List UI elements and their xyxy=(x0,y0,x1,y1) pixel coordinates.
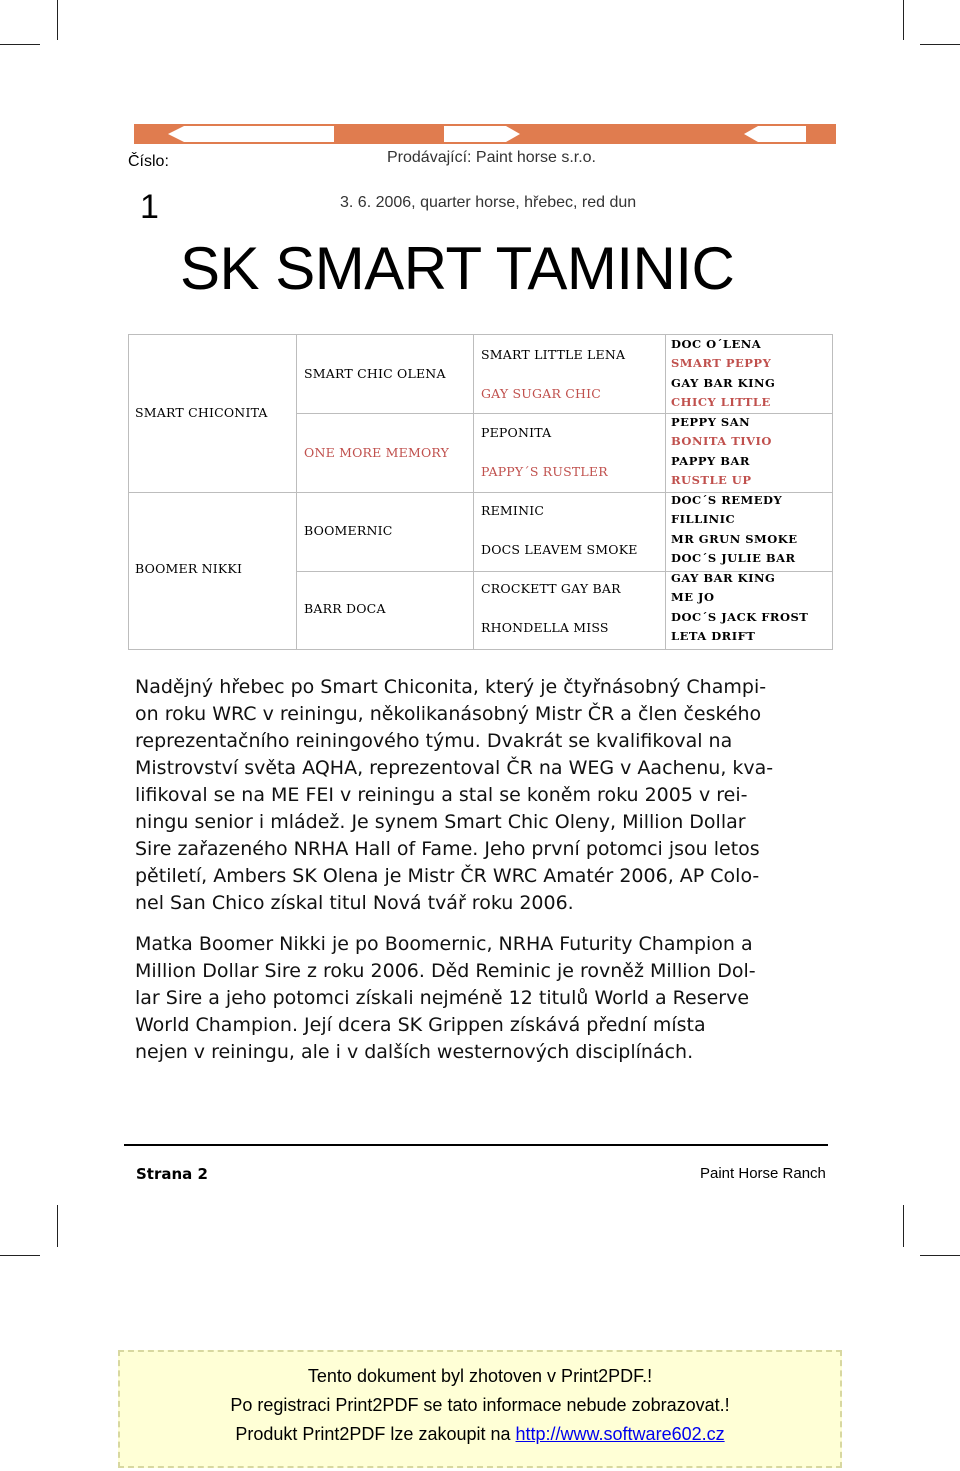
pedigree-gen2: BARR DOCA xyxy=(304,601,386,616)
description-line: ningu senior i mládež. Je synem Smart Chic Oleny, Million Dollar xyxy=(135,811,746,833)
crop-mark xyxy=(57,0,58,40)
footer-ranch: Paint Horse Ranch xyxy=(700,1165,826,1182)
pedigree-gen2: BOOMERNIC xyxy=(304,523,393,538)
pedigree-gen2: SMART CHIC OLENA xyxy=(304,366,446,381)
pedigree-gen4: DOC´S JULIE BAR xyxy=(671,551,796,565)
pedigree-gen4: FILLINIC xyxy=(671,512,736,526)
description-line: Matka Boomer Nikki je po Boomernic, NRHA Futurity Champion a xyxy=(135,933,753,955)
pedigree-gen4: SMART PEPPY xyxy=(671,356,772,370)
description-line: on roku WRC v reiningu, několikanásobný Mistr ČR a člen českého xyxy=(135,703,762,725)
pedigree-gen3: SMART LITTLE LENA xyxy=(481,347,626,362)
crop-mark xyxy=(0,44,40,45)
cislo-label: Číslo: xyxy=(128,153,169,170)
footer-divider xyxy=(124,1144,828,1146)
description-line: Nadějný hřebec po Smart Chiconita, který je čtyřnásobný Champi- xyxy=(135,676,767,698)
seller-text: Prodávající: Paint horse s.r.o. xyxy=(387,149,596,166)
pedigree-gen3: CROCKETT GAY BAR xyxy=(481,581,621,596)
crop-mark xyxy=(920,1255,960,1256)
page-number: Strana 2 xyxy=(136,1165,208,1183)
description-line: nel San Chico získal titul Nová tvář roku 2006. xyxy=(135,892,574,914)
pedigree-gen3: DOCS LEAVEM SMOKE xyxy=(481,542,638,557)
description-line: Mistrovství světa AQHA, reprezentoval ČR na WEG v Aachenu, kva- xyxy=(135,757,774,779)
pedigree-gen2: ONE MORE MEMORY xyxy=(304,445,450,460)
pedigree-gen3: GAY SUGAR CHIC xyxy=(481,386,601,401)
description-line: reprezentačního reiningového týmu. Dvakrát se kvalifikoval na xyxy=(135,730,733,752)
description-line: lar Sire a jeho potomci získali nejméně 12 titulů World a Reserve xyxy=(135,987,750,1009)
pedigree-gen4: PAPPY BAR xyxy=(671,454,750,468)
print2pdf-prefix: Produkt Print2PDF lze zakoupit na xyxy=(235,1424,516,1444)
pedigree-gen4: BONITA TIVIO xyxy=(671,434,772,448)
pedigree-gen4: ME JO xyxy=(671,590,715,604)
pedigree-dam: BOOMER NIKKI xyxy=(135,561,243,576)
pedigree-gen3: PAPPY´S RUSTLER xyxy=(481,464,608,479)
pedigree-gen4: GAY BAR KING xyxy=(671,571,776,585)
software602-link[interactable]: http://www.software602.cz xyxy=(515,1424,725,1444)
pedigree-gen4: RUSTLE UP xyxy=(671,473,752,487)
pedigree-table xyxy=(128,334,833,650)
pedigree-gen4: PEPPY SAN xyxy=(671,415,751,429)
crop-mark xyxy=(903,1205,904,1247)
description-line: Million Dollar Sire z roku 2006. Děd Reminic je rovněž Million Dol- xyxy=(135,960,756,982)
header-banner xyxy=(134,124,836,144)
description-paragraph-1 xyxy=(135,674,825,917)
description-line: nejen v reiningu, ale i v dalších westernových disciplínách. xyxy=(135,1041,694,1063)
print2pdf-line: Tento dokument byl zhotoven v Print2PDF.! xyxy=(307,1366,653,1386)
pedigree-gen4: GAY BAR KING xyxy=(671,376,776,390)
pedigree-gen4: DOC O´LENA xyxy=(671,337,762,351)
crop-mark xyxy=(920,44,960,45)
pedigree-gen4: DOC´S JACK FROST xyxy=(671,610,809,624)
description-paragraph-2 xyxy=(135,931,825,1066)
pedigree-gen4: DOC´S REMEDY xyxy=(671,493,783,507)
horse-number: 1 xyxy=(140,188,159,226)
crop-mark xyxy=(57,1205,58,1247)
print2pdf-line: Po registraci Print2PDF se tato informace nebude zobrazovat.! xyxy=(230,1395,730,1415)
description-line: lifikoval se na ME FEI v reiningu a stal se koněm roku 2005 v rei- xyxy=(135,784,748,806)
description-line: pětiletí, Ambers SK Olena je Mistr ČR WRC Amatér 2006, AP Colo- xyxy=(135,865,760,887)
crop-mark xyxy=(903,0,904,40)
pedigree-gen4: MR GRUN SMOKE xyxy=(671,532,798,546)
page-title: SK SMART TAMINIC xyxy=(180,235,735,302)
pedigree-gen3: RHONDELLA MISS xyxy=(481,620,609,635)
description-line: Sire zařazeného NRHA Hall of Fame. Jeho první potomci jsou letos xyxy=(135,838,760,860)
pedigree-gen4: CHICY LITTLE xyxy=(671,395,771,409)
crop-mark xyxy=(0,1255,40,1256)
pedigree-gen4: LETA DRIFT xyxy=(671,629,756,643)
description-line: World Champion. Její dcera SK Grippen získává přední místa xyxy=(135,1014,706,1036)
pedigree-gen3: REMINIC xyxy=(481,503,545,518)
pedigree-gen3: PEPONITA xyxy=(481,425,552,440)
print2pdf-line-3 xyxy=(120,1424,840,1445)
horse-details: 3. 6. 2006, quarter horse, hřebec, red dun xyxy=(340,194,637,211)
print2pdf-notice xyxy=(118,1350,842,1468)
pedigree-sire: SMART CHICONITA xyxy=(135,405,268,420)
